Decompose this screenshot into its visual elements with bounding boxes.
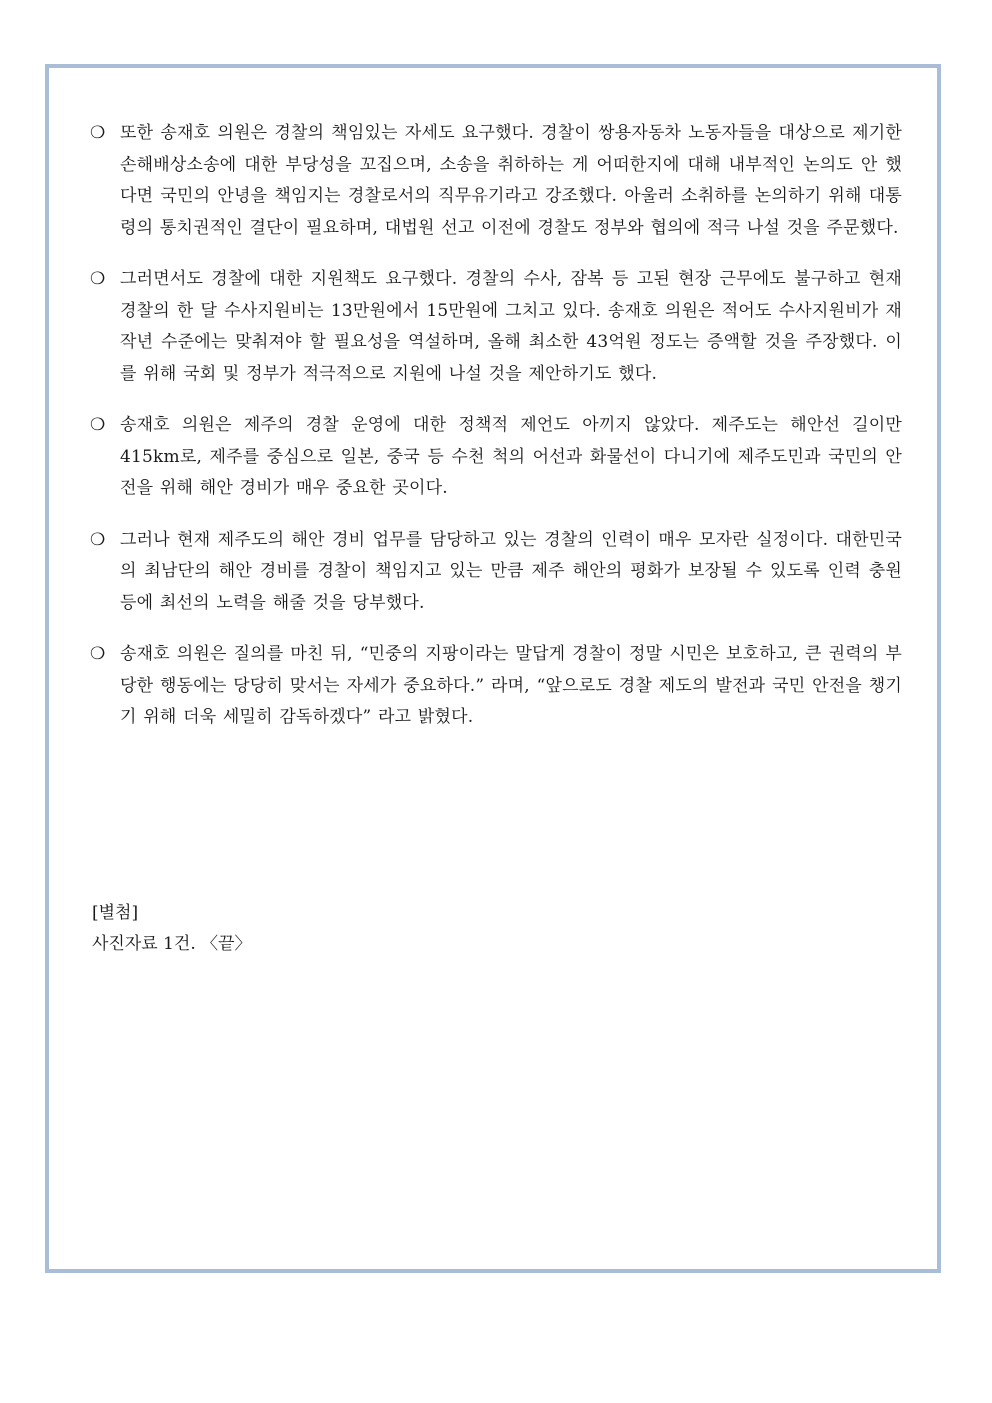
bullet-mark: ❍ [90,415,106,435]
paragraph-text: 그러면서도 경찰에 대한 지원책도 요구했다. 경찰의 수사, 잠복 등 고된 현장 근무에도 불구하고 현재 경찰의 한 달 수사지원비는 13만원에서 15만원에 그치고 있다. 송재호 의원은 적어도 수사지원비가 재작년 수준에는 맞춰져야 할 필요성을 역설하며, 올해 최소한 43억원 정도는 증액할 것을 주장했다. 이를 위해 국회 및 정부가 적극적으로 지원에 나설 것을 제안하기도 했다. [120,269,902,384]
paragraph-5 [90,639,902,734]
attachment-text: 사진자료 1건. 〈끝〉 [92,934,252,954]
paragraph-text: 또한 송재호 의원은 경찰의 책임있는 자세도 요구했다. 경찰이 쌍용자동차 노동자들을 대상으로 제기한 손해배상소송에 대한 부당성을 꼬집으며, 소송을 취하하는 게 어떠한지에 대해 내부적인 논의도 안 했다면 국민의 안녕을 책임지는 경찰로서의 직무유기라고 강조했다. 아울러 소취하를 논의하기 위해 대통령의 통치권적인 결단이 필요하며, 대법원 선고 이전에 경찰도 정부와 협의에 적극 나설 것을 주문했다. [120,123,902,238]
paragraph-1 [90,118,902,244]
paragraph-text: 그러나 현재 제주도의 해안 경비 업무를 담당하고 있는 경찰의 인력이 매우 모자란 실정이다. 대한민국의 최남단의 해안 경비를 경찰이 책임지고 있는 만큼 제주 해안의 평화가 보장될 수 있도록 인력 충원 등에 최선의 노력을 해줄 것을 당부했다. [120,529,902,613]
attachment-section [92,898,252,960]
attachment-label: [별첨] [92,903,139,923]
paragraph-2 [90,264,902,390]
document-body [90,118,902,754]
paragraph-3 [90,410,902,505]
paragraph-text: 송재호 의원은 질의를 마친 뒤, “민중의 지팡이라는 말답게 경찰이 정말 시민은 보호하고, 큰 권력의 부당한 행동에는 당당히 맞서는 자세가 중요하다.” 라며, “앞으로도 경찰 제도의 발전과 국민 안전을 챙기기 위해 더욱 세밀히 감독하겠다” 라고 밝혔다. [120,644,902,727]
paragraph-4 [90,525,902,620]
bullet-mark: ❍ [90,123,106,143]
bullet-mark: ❍ [90,529,106,550]
bullet-mark: ❍ [90,644,106,664]
bullet-mark: ❍ [90,269,106,289]
paragraph-text: 송재호 의원은 제주의 경찰 운영에 대한 정책적 제언도 아끼지 않았다. 제주도는 해안선 길이만 415km로, 제주를 중심으로 일본, 중국 등 수천 척의 어선과 화물선이 다니기에 제주도민과 국민의 안전을 위해 해안 경비가 매우 중요한 곳이다. [120,415,902,498]
